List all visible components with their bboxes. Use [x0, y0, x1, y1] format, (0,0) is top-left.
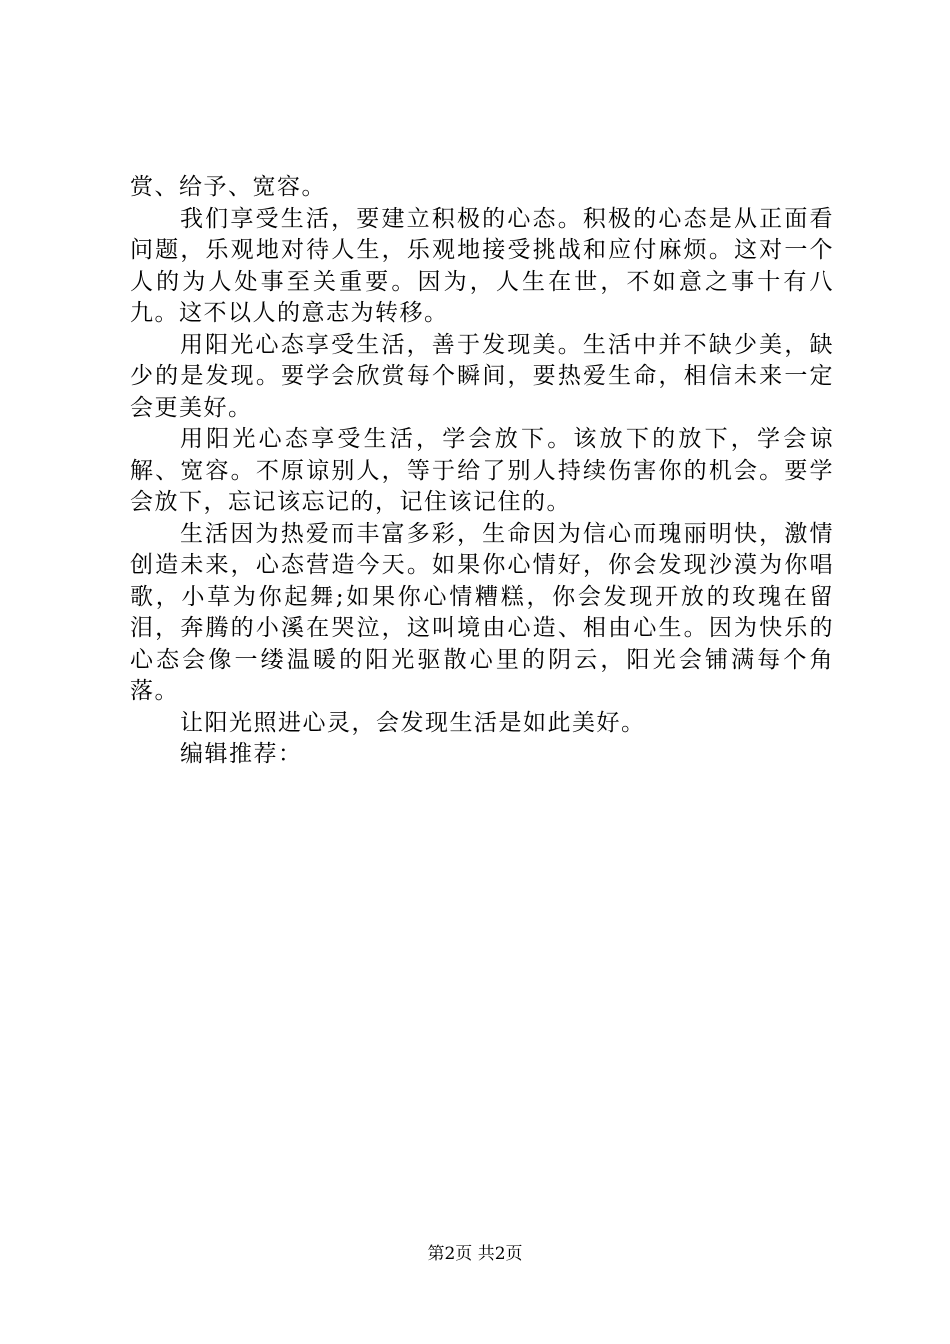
- document-body: [130, 172, 834, 771]
- paragraph-life-passion: 生活因为热爱而丰富多彩，生命因为信心而瑰丽明快，激情创造未来，心态营造今天。如果你心情好，你会发现沙漠为你唱歌，小草为你起舞;如果你心情糟糕，你会发现开放的玫瑰在留泪，奔腾的小溪在哭泣，这叫境由心造、相由心生。因为快乐的心态会像一缕温暖的阳光驱散心里的阴云，阳光会铺满每个角落。: [130, 520, 834, 704]
- paragraph-positive-attitude: 我们享受生活，要建立积极的心态。积极的心态是从正面看问题，乐观地对待人生，乐观地接受挑战和应付麻烦。这对一个人的为人处事至关重要。因为，人生在世，不如意之事十有八九。这不以人的意志为转移。: [130, 205, 834, 326]
- paragraph-let-go: 用阳光心态享受生活，学会放下。该放下的放下，学会谅解、宽容。不原谅别人，等于给了别人持续伤害你的机会。要学会放下，忘记该忘记的，记住该记住的。: [130, 426, 834, 515]
- paragraph-editor-recommendation: 编辑推荐：: [180, 741, 303, 767]
- page-footer: [0, 1243, 950, 1265]
- paragraph-discover-beauty: 用阳光心态享受生活，善于发现美。生活中并不缺少美，缺少的是发现。要学会欣赏每个瞬间，要热爱生命，相信未来一定会更美好。: [130, 331, 834, 421]
- paragraph-sunshine: 让阳光照进心灵，会发现生活是如此美好。: [180, 709, 646, 736]
- paragraph-continuation: 赏、给予、宽容。: [130, 174, 326, 200]
- page-number: 第2页 共2页: [427, 1244, 523, 1264]
